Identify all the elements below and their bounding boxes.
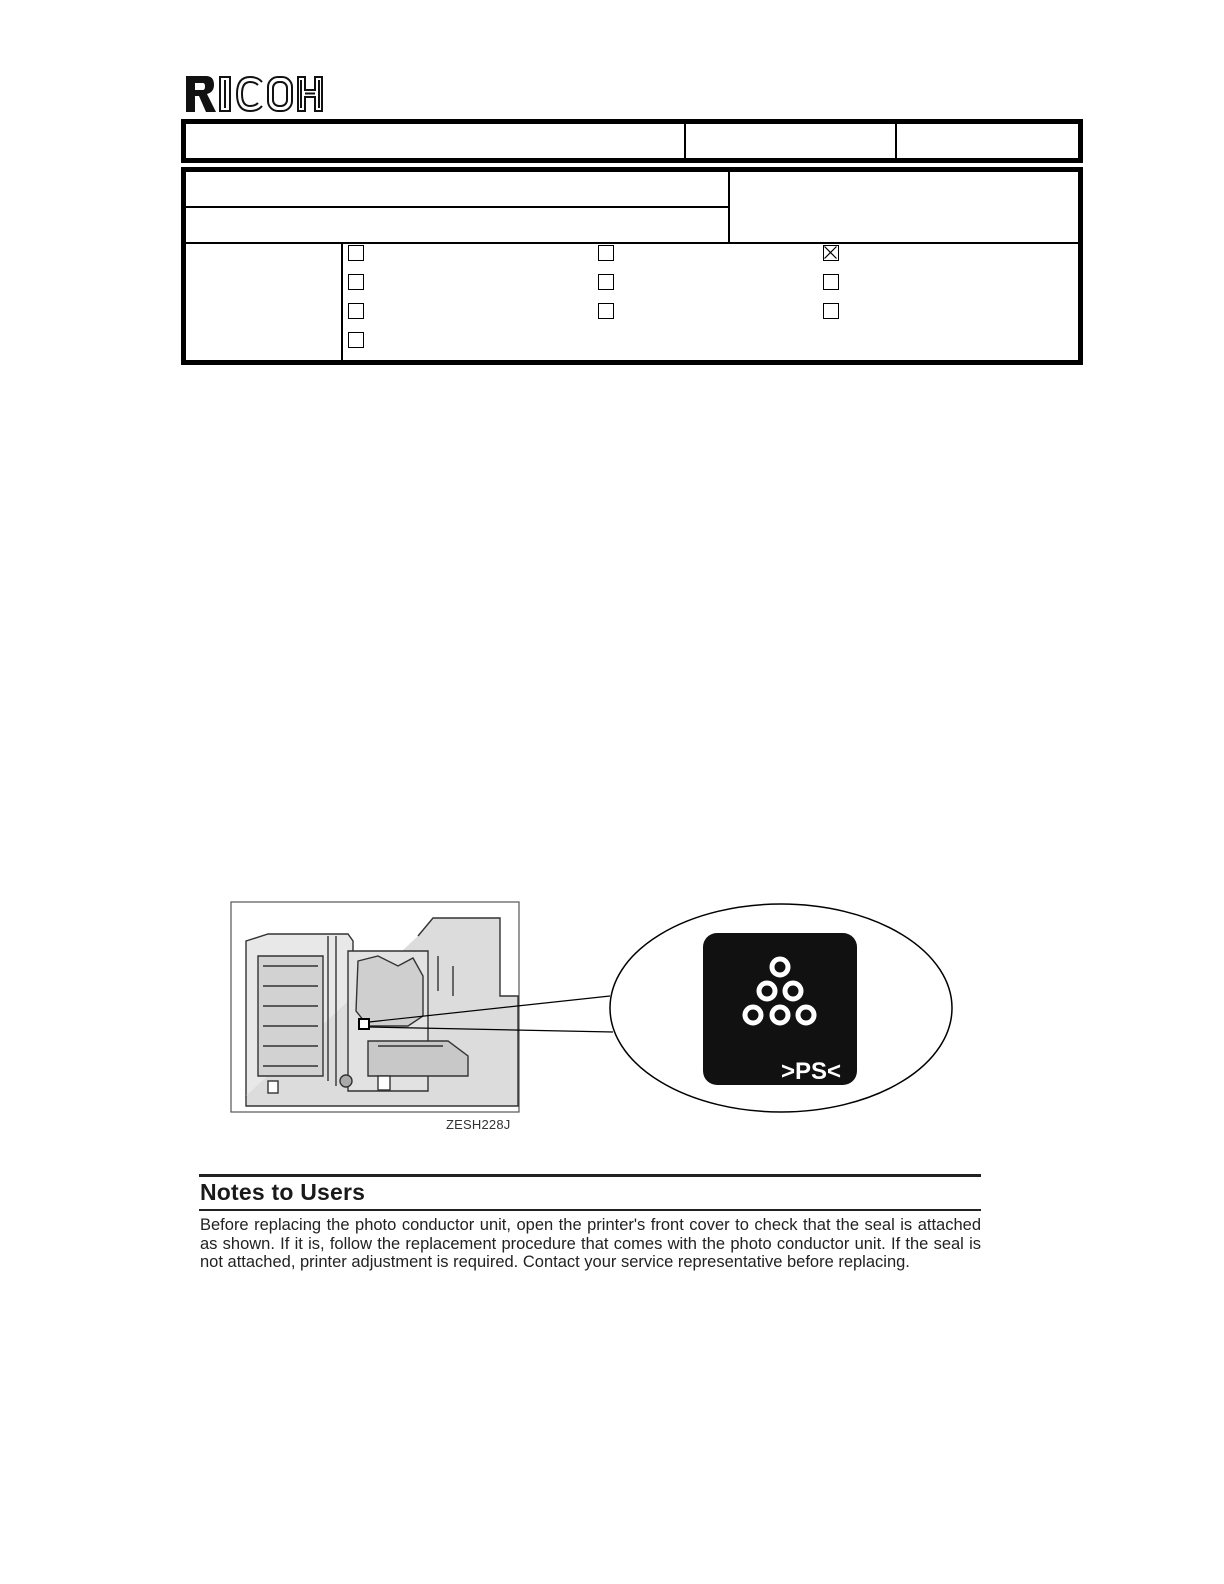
classification-label-cell <box>186 244 343 360</box>
info-subtitle-cell <box>186 208 730 242</box>
notes-top-rule <box>199 1174 981 1177</box>
notes-title: Notes to Users <box>200 1179 366 1205</box>
classification-checkbox[interactable] <box>348 245 364 261</box>
classification-checkbox[interactable] <box>823 303 839 319</box>
notes-body: Before replacing the photo conductor unit, open the printer's front cover to check that the seal is attached as shown. If it is, follow the replacement procedure that comes with the photo conductor unit. If the seal is not attached, printer adjustment is required. Contact your service representative before replacing. <box>200 1216 981 1271</box>
header-number-cell <box>686 124 897 158</box>
header-date-cell <box>897 124 1078 158</box>
classification-checkbox[interactable] <box>823 274 839 290</box>
info-table <box>181 167 1083 365</box>
seal-label-text: >PS< <box>780 1058 841 1085</box>
classification-checkbox[interactable] <box>598 274 614 290</box>
classification-checkbox[interactable] <box>348 303 364 319</box>
printer-seal-illustration <box>228 896 958 1136</box>
header-table <box>181 119 1083 163</box>
info-model-cell <box>730 172 1078 242</box>
classification-checkbox[interactable] <box>598 245 614 261</box>
info-title-cell <box>186 172 730 208</box>
classification-checkbox-checked[interactable] <box>823 245 839 261</box>
classification-checkbox[interactable] <box>598 303 614 319</box>
ricoh-logo <box>184 74 332 114</box>
figure-caption: ZESH228J <box>446 1117 511 1132</box>
seal-label-icon <box>703 933 857 1085</box>
notes-bottom-rule <box>199 1209 981 1211</box>
classification-checkbox[interactable] <box>348 274 364 290</box>
classification-checkbox[interactable] <box>348 332 364 348</box>
header-subject-cell <box>186 124 686 158</box>
